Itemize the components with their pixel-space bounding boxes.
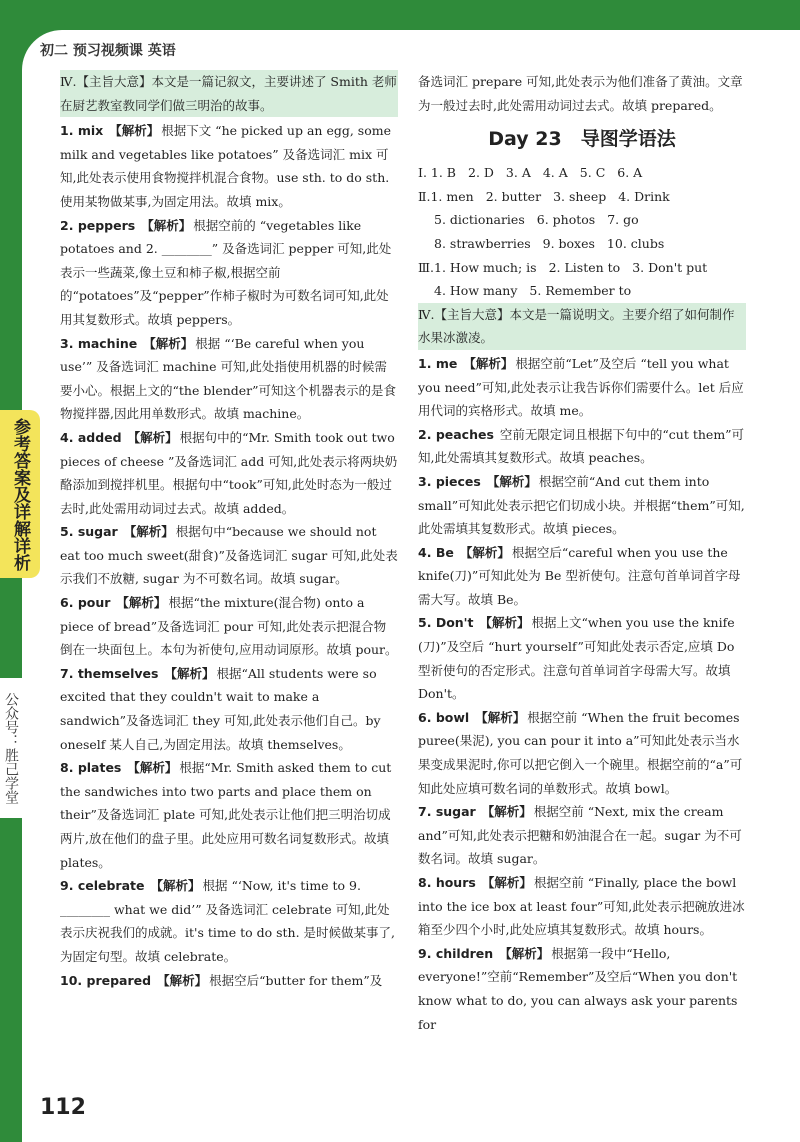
analysis-text: 根据“Mr. Smith asked them to cut the sandwiches into two parts and place them on their”及备选词汇 plate 可知,此处表示让他们把三明治切成两片,放在他们的盘子里。此处应用可数名词复数形式。故填 plates。 [60, 760, 392, 870]
answer-item [60, 214, 398, 332]
answer-cell: 2. butter [485, 188, 542, 204]
side-tab-answer-key: 参考答案及详解详析 [0, 410, 40, 578]
section-1-answers [418, 161, 746, 185]
answer-cell: 4. Drink [618, 188, 670, 204]
answer-cell: 5. Remember to [529, 283, 632, 299]
answer-number: 4. [418, 544, 436, 560]
analysis-text: 根据“the mixture(混合物) onto a piece of bread”及备选词汇 pour 可知,此处表示把混合物倒在一块面包上。本句为祈使句,应用动词原形。故填 pour。 [60, 595, 398, 658]
answer-item [418, 611, 746, 705]
answer-number: 5. [418, 615, 436, 631]
answer-item [60, 426, 398, 520]
answer-cell: 3. Don't put [632, 259, 708, 275]
answer-row [418, 232, 746, 256]
right-continuation: 备选词汇 prepare 可知,此处表示为他们准备了黄油。文章为一般过去时,此处需用动词过去式。故填 prepared。 [418, 74, 743, 113]
answer-cell: 10. clubs [606, 235, 665, 251]
answer-item [60, 332, 398, 426]
analysis-label: 【解析】 [157, 972, 208, 988]
answer-item [60, 756, 398, 874]
answer-number: 2. [418, 426, 436, 442]
analysis-label: 【解析】 [141, 217, 192, 233]
analysis-label: 【解析】 [486, 473, 537, 489]
section-label: Ⅱ. [418, 188, 431, 204]
answer-item [418, 871, 746, 942]
right-section-heading: Ⅳ.【主旨大意】本文是一篇说明文。主要介绍了如何制作水果冰激凌。 [418, 303, 746, 350]
section-3-answers [418, 256, 746, 303]
analysis-text: 根据空后“butter for them”及 [209, 972, 383, 988]
answer-number: 9. [60, 878, 78, 894]
analysis-label: 【解析】 [459, 544, 510, 560]
analysis-label: 【解析】 [150, 878, 201, 894]
answer-number: 8. [418, 875, 436, 890]
answer-number: 2. [60, 217, 78, 233]
answer-cell: 2. D [468, 165, 494, 181]
answer-row [418, 279, 746, 303]
section-1-label: Ⅰ. [418, 165, 427, 181]
answer-cell: 9. boxes [542, 235, 595, 251]
analysis-text: 根据空前 “When the fruit becomes puree(果泥), you can pour it into a”可知此处表示当水果变成果泥时,你可以把它倒入一个碗里。根据空前的“a”可知此处应填可数名词的单数形式。故填 bowl。 [418, 709, 743, 796]
answer-item [418, 470, 746, 541]
answer-word: Don't [435, 615, 474, 631]
analysis-label: 【解析】 [481, 875, 532, 890]
left-section-heading: Ⅳ.【主旨大意】本文是一篇记叙文，主要讲述了 Smith 老师在厨艺教室教同学们做三明治的故事。 [60, 70, 398, 117]
answer-word: Be [435, 544, 454, 560]
answer-word: bowl [435, 709, 470, 725]
answer-number: 1. [60, 123, 78, 139]
answer-item [418, 706, 746, 800]
answer-number: 10. [60, 972, 87, 988]
answer-number: 3. [418, 473, 436, 489]
answer-cell: 6. photos [536, 212, 596, 228]
answer-word: hours [435, 875, 476, 890]
answer-row [418, 208, 746, 232]
analysis-text: 根据空前 “Finally, place the bowl into the ice box at least four”可知,此处表示把碗放进冰箱至少四个小时,此处应填其复数形式。故填 hours。 [418, 875, 745, 938]
answer-cell: 1. How much; is [434, 259, 537, 275]
answer-cell: 4. A [542, 165, 568, 181]
left-column [60, 70, 398, 992]
answer-word: themselves [77, 665, 159, 681]
analysis-text: 根据 “‘Be careful when you use’” 及备选词汇 machine 可知,此处指使用机器的时候需要小心。根据上文的“the blender”可知这个机器表示的是食物搅拌器,因此用单数形式。故填 machine。 [60, 335, 397, 422]
analysis-text: 根据空前“And cut them into small”可知此处表示把它们切成小块。并根据“them”可知,此处需填其复数形式。故填 pieces。 [418, 473, 745, 537]
answer-number: 4. [60, 429, 78, 445]
answer-cell: 5. dictionaries [434, 212, 525, 228]
answer-cell: 5. C [579, 165, 606, 181]
analysis-label: 【解析】 [123, 524, 174, 540]
answer-word: pieces [435, 473, 481, 489]
right-answer-list [418, 352, 746, 1036]
right-column [418, 70, 746, 1036]
analysis-label: 【解析】 [479, 615, 530, 631]
answer-cell: 3. A [505, 165, 531, 181]
answer-row [418, 256, 746, 280]
answer-item [60, 874, 398, 968]
analysis-label: 【解析】 [109, 123, 160, 139]
answer-word: plates [77, 760, 122, 776]
answer-item [60, 119, 398, 213]
analysis-text: 根据句中“because we should not eat too much sweet(甜食)”及备选词汇 sugar 可知,此处表示我们不放糖, sugar 为不可数名词。故填 sugar。 [60, 524, 398, 587]
answer-word: children [435, 945, 494, 961]
answer-word: machine [77, 335, 138, 351]
analysis-text: 根据下文 “he picked up an egg, some milk and vegetables like potatoes” 及备选词汇 mix 可知,此处表示使用食物搅拌机混合食物。use sth. to do sth.使用某物做某事,为固定用法。故填 mix。 [60, 123, 391, 209]
answer-word: peaches [435, 426, 494, 442]
answer-row [418, 185, 746, 209]
answer-cell: 6. A [617, 165, 643, 181]
day-title: Day 23 导图学语法 [488, 128, 676, 151]
analysis-text: 根据第一段中“Hello, everyone!”空前“Remember”及空后“When you don't know what to do, you can always ask your parents for [418, 945, 738, 1032]
analysis-text: 根据空前的 “vegetables like potatoes and 2. ________” 及备选词汇 pepper 可知,此处表示一些蔬菜,像土豆和柿子椒,根据空前的“potatoes”及“pepper”作柿子椒时为可数名词可知,此处用其复数形式。故填 peppers。 [60, 217, 392, 327]
answer-item [60, 591, 398, 662]
analysis-label: 【解析】 [481, 804, 532, 820]
analysis-text: 根据句中的“Mr. Smith took out two pieces of cheese ”及备选词汇 add 可知,此处表示将两块奶酪添加到搅拌机里。根据句中“took”可知,此处时态为一般过去时,此处需用动词过去式。故填 added。 [60, 429, 398, 516]
analysis-label: 【解析】 [127, 429, 178, 445]
analysis-label: 【解析】 [164, 665, 215, 681]
answer-word: me [435, 355, 458, 371]
answer-number: 8. [60, 760, 78, 776]
answer-item [60, 969, 398, 993]
analysis-text: 根据上文“when you use the knife (刀)”及空后 “hurt yourself”可知此处表示否定,应填 Do 型祈使句的否定形式。注意句首单词首字母需大写。故填 Don't。 [418, 615, 735, 702]
analysis-label: 【解析】 [475, 709, 526, 725]
answer-number: 7. [60, 665, 78, 681]
answer-word: added [77, 429, 122, 445]
answer-word: prepared [86, 972, 152, 988]
answer-number: 3. [60, 335, 78, 351]
answer-item [418, 541, 746, 612]
answer-cell: 2. Listen to [548, 259, 621, 275]
left-answer-list [60, 119, 398, 992]
page-number: 112 [40, 1095, 86, 1120]
answer-item [60, 662, 398, 756]
analysis-text: 根据空前“Let”及空后 “tell you what you need”可知,此处表示让我告诉你们需要什么。let 后应用代词的宾格形式。故填 me。 [418, 355, 744, 419]
section-label: Ⅲ. [418, 259, 435, 275]
analysis-label: 【解析】 [116, 595, 167, 611]
answer-word: sugar [77, 524, 118, 540]
answer-number: 6. [418, 709, 436, 725]
answer-number: 1. [418, 355, 436, 371]
answer-cell: 4. How many [434, 283, 518, 299]
answer-item [418, 423, 746, 470]
side-note-wechat: 公众号：胜己学堂 [0, 678, 22, 818]
answer-cell: 1. men [430, 188, 474, 204]
analysis-text: 根据空后“careful when you use the knife(刀)”可知此处为 Be 型祈使句。注意句首单词首字母需大写。故填 Be。 [418, 544, 741, 607]
answer-number: 9. [418, 945, 436, 961]
analysis-text: 根据 “‘Now, it's time to 9. ________ what we did’” 及备选词汇 celebrate 可知,此处表示庆祝我们的成就。it's time to do sth. 是时候做某事了,为固定句型。故填 celebrate。 [60, 878, 396, 964]
answer-item [418, 800, 746, 871]
answer-word: mix [77, 123, 104, 139]
analysis-text: 根据“All students were so excited that they couldn't wait to make a sandwich”及备选词汇 they 可知,此处表示他们自己。by oneself 某人自己,为固定用法。故填 themselves。 [60, 665, 381, 752]
analysis-label: 【解析】 [499, 945, 550, 961]
answer-word: sugar [435, 804, 476, 820]
answer-number: 6. [60, 595, 78, 611]
answer-word: pour [77, 595, 111, 611]
analysis-text: 空前无限定词且根据下句中的“cut them”可知,此处需填其复数形式。故填 peaches。 [418, 426, 745, 466]
analysis-label: 【解析】 [143, 335, 194, 351]
section-2-answers [418, 185, 746, 256]
answer-word: celebrate [77, 878, 145, 894]
analysis-label: 【解析】 [463, 355, 514, 371]
answer-item [418, 942, 746, 1036]
answer-item [60, 520, 398, 591]
answer-number: 5. [60, 524, 78, 540]
answer-cell: 1. B [430, 165, 456, 181]
answer-cell: 8. strawberries [434, 235, 531, 251]
answer-word: peppers [77, 217, 136, 233]
answer-cell: 7. go [607, 212, 639, 228]
page-header: 初二 预习视频课 英语 [40, 43, 176, 59]
answer-cell: 3. sheep [553, 188, 607, 204]
answer-item [418, 352, 746, 423]
analysis-label: 【解析】 [127, 760, 178, 776]
analysis-text: 根据空前 “Next, mix the cream and”可知,此处表示把糖和奶油混合在一起。sugar 为不可数名词。故填 sugar。 [418, 804, 742, 867]
answer-number: 7. [418, 804, 436, 820]
